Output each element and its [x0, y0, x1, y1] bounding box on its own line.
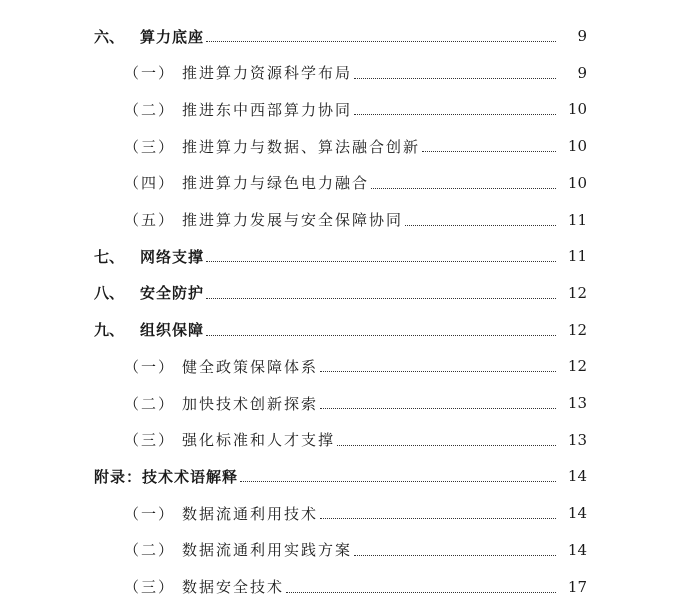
toc-subentry[interactable] [0, 498, 700, 528]
toc-entry-number: （五） [124, 211, 176, 229]
toc-entry-number: （二） [124, 394, 176, 413]
toc-entry-title: 安全防护 [140, 284, 205, 303]
toc-entry-number: （四） [124, 174, 176, 193]
toc-page-number: 10 [567, 137, 587, 156]
dot-leader [206, 260, 556, 262]
toc-entry-title: 推进算力与数据、算法融合创新 [182, 137, 421, 156]
dot-leader [320, 370, 556, 372]
dot-leader [354, 113, 556, 115]
toc-page-number: 11 [567, 247, 587, 266]
dot-leader [206, 40, 556, 42]
dot-leader [405, 224, 556, 226]
dot-leader [371, 187, 556, 189]
toc-subentry[interactable] [0, 572, 700, 602]
toc-subentry[interactable] [0, 205, 700, 235]
toc-page-number: 11 [567, 210, 587, 229]
toc-entry-title: 数据安全技术 [182, 578, 285, 596]
toc-entry-title: 加快技术创新探索 [182, 394, 319, 413]
dot-leader [320, 517, 556, 519]
toc-entry-title: 算力底座 [140, 27, 205, 46]
toc-entry-title: 推进东中西部算力协同 [182, 100, 353, 119]
toc-subentry[interactable] [0, 168, 700, 198]
toc-page-number: 12 [567, 283, 587, 302]
toc-page-number: 13 [567, 394, 587, 412]
toc-page-number: 12 [567, 320, 587, 339]
toc-entry-number: （二） [124, 100, 176, 119]
toc-entry-number: （三） [124, 578, 176, 596]
dot-leader [337, 444, 556, 446]
toc-entry-number: （三） [124, 431, 176, 450]
toc-entry[interactable] [0, 315, 700, 345]
toc-subentry[interactable] [0, 58, 700, 88]
toc-entry-number: 八、 [94, 284, 125, 303]
toc-entry-title: 推进算力发展与安全保障协同 [182, 211, 404, 229]
toc-entry[interactable] [0, 21, 700, 51]
toc-page-number: 10 [567, 173, 587, 192]
toc-entry-number: （一） [124, 357, 176, 376]
toc-entry-title: 组织保障 [140, 321, 205, 340]
toc-entry-title: 推进算力与绿色电力融合 [182, 174, 370, 193]
toc-page-number: 17 [567, 577, 587, 596]
toc-subentry[interactable] [0, 388, 700, 418]
toc-subentry[interactable] [0, 351, 700, 381]
dot-leader [240, 480, 556, 482]
dot-leader [286, 591, 556, 593]
toc-entry[interactable] [0, 241, 700, 271]
toc-entry[interactable] [0, 278, 700, 308]
toc-page-number: 10 [567, 100, 587, 119]
dot-leader [422, 150, 556, 152]
toc-entry-title: 数据流通利用实践方案 [182, 541, 353, 560]
toc-page-number: 14 [567, 467, 587, 486]
dot-leader [320, 407, 556, 409]
dot-leader [206, 297, 556, 299]
dot-leader [206, 334, 556, 336]
toc-page-number: 13 [567, 430, 587, 449]
toc-subentry[interactable] [0, 94, 700, 124]
toc-entry-title: 健全政策保障体系 [182, 357, 319, 376]
toc-subentry[interactable] [0, 535, 700, 565]
toc-entry[interactable] [0, 461, 700, 491]
toc-entry-number: 七、 [94, 247, 125, 266]
toc-page-number: 14 [567, 540, 587, 559]
toc-entry-number: （一） [124, 504, 176, 523]
toc-entry-title: 推进算力资源科学布局 [182, 64, 353, 83]
toc-entry-number: （一） [124, 64, 176, 83]
toc-entry-title: 数据流通利用技术 [182, 504, 319, 523]
toc-entry-number: （三） [124, 137, 176, 156]
toc-entry-number: 九、 [94, 321, 125, 340]
toc-page-number: 9 [577, 63, 587, 82]
toc-page-number: 12 [567, 357, 587, 376]
toc-page-number: 14 [567, 504, 587, 523]
toc-subentry[interactable] [0, 425, 700, 455]
toc-page-number: 9 [577, 27, 587, 45]
toc-entry-title: 强化标准和人才支撑 [182, 431, 336, 450]
toc-subentry[interactable] [0, 131, 700, 161]
toc-entry-number: （二） [124, 541, 176, 560]
dot-leader [354, 554, 556, 556]
toc-entry-number: 六、 [94, 27, 125, 46]
toc-entry-title: 附录：技术术语解释 [94, 467, 239, 486]
toc-entry-title: 网络支撑 [140, 247, 205, 266]
dot-leader [354, 77, 556, 79]
